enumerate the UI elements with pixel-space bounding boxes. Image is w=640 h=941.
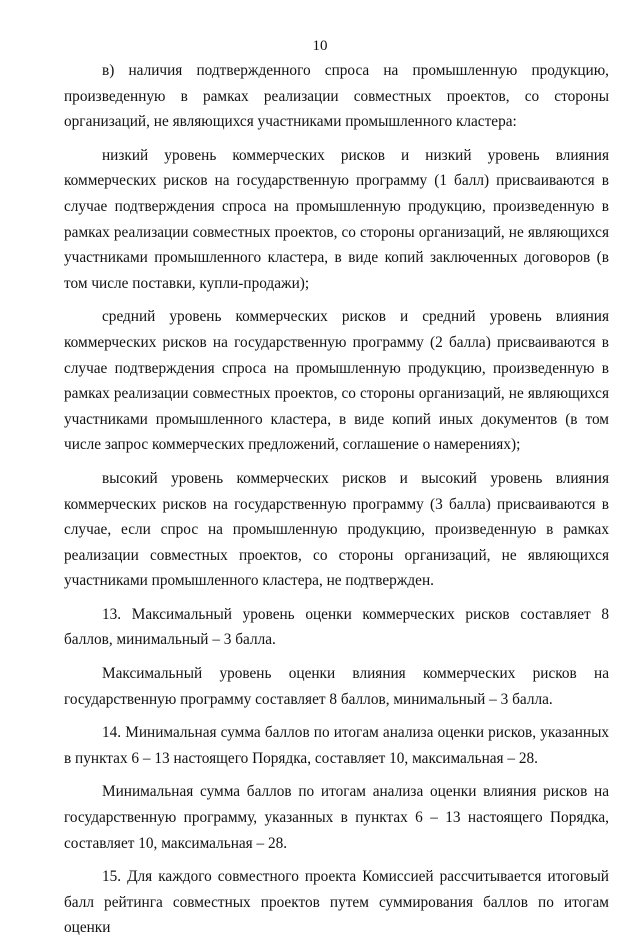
paragraph-14: 14. Минимальная сумма баллов по итогам анализа оценки рисков, указанных в пунктах 6 – 13 настоящего Порядка, составляет 10, максимальная – 28. xyxy=(64,724,609,767)
document-body xyxy=(64,58,609,941)
paragraph-15: 15. Для каждого совместного проекта Комиссией рассчитывается итоговый балл рейтинга совместных проектов путем суммирования баллов по итогам оценки xyxy=(64,868,609,937)
page-number: 10 xyxy=(312,38,328,54)
paragraph-medium-risk: средний уровень коммерческих рисков и средний уровень влияния коммерческих рисков на государственную программу (2 балла) присваиваются в случае подтверждения спроса на промышленную продукцию, произведенную в рамках реализации совместных проектов, со стороны организаций, не являющихся участниками промышленного кластера, в виде копий иных документов (в том числе запрос коммерческих предложений, соглашение о намерениях); xyxy=(64,308,609,454)
paragraph-13: 13. Максимальный уровень оценки коммерческих рисков составляет 8 баллов, минимальный – 3 балла. xyxy=(64,605,609,649)
paragraph-item-v: в) наличия подтвержденного спроса на промышленную продукцию, произведенную в рамках реализации совместных проектов, со стороны организаций, не являющихся участниками промышленного кластера: xyxy=(64,62,609,131)
paragraph-13-influence: Максимальный уровень оценки влияния коммерческих рисков на государственную программу составляет 8 баллов, минимальный – 3 балла. xyxy=(64,665,609,708)
paragraph-14-influence: Минимальная сумма баллов по итогам анализа оценки влияния рисков на государственную программу, указанных в пунктах 6 – 13 настоящего Порядка, составляет 10, максимальная – 28. xyxy=(64,783,609,852)
paragraph-high-risk: высокий уровень коммерческих рисков и высокий уровень влияния коммерческих рисков на государственную программу (3 балла) присваиваются в случае, если спрос на промышленную продукцию, произведенную в рамках реализации совместных проектов, со стороны организаций, не являющихся участниками промышленного кластера, не подтвержден. xyxy=(64,469,609,590)
paragraph-low-risk: низкий уровень коммерческих рисков и низкий уровень влияния коммерческих рисков на государственную программу (1 балл) присваиваются в случае подтверждения спроса на промышленную продукцию, произведенную в рамках реализации совместных проектов, со стороны организаций, не являющихся участниками промышленного кластера, в виде копий заключенных договоров (в том числе поставки, купли-продажи); xyxy=(64,146,609,292)
